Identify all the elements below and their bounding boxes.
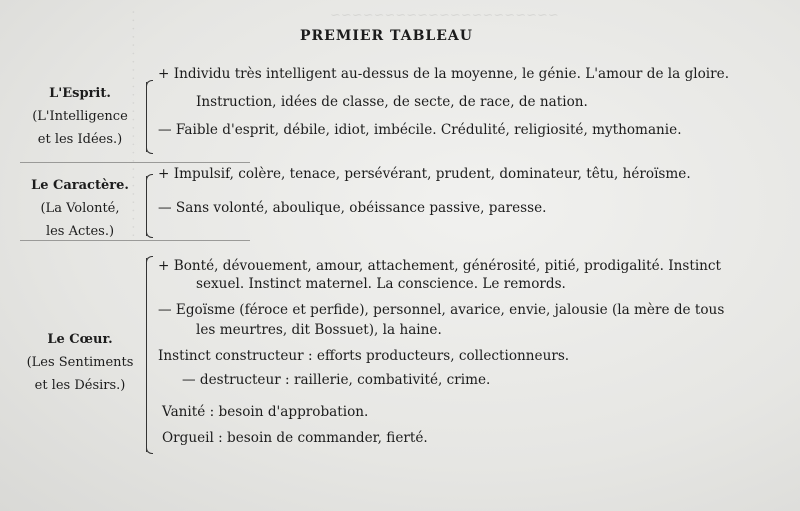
entry-line: Instruction, idées de classe, de secte, de race, de nation. bbox=[196, 94, 588, 110]
entry-line: — Egoïsme (féroce et perfide), personnel, avarice, envie, jalousie (la mère de tous bbox=[158, 302, 725, 318]
brace bbox=[146, 258, 157, 452]
page-title: PREMIER TABLEAU bbox=[300, 28, 473, 44]
section-name: Le Cœur. bbox=[47, 332, 113, 347]
section-name: L'Esprit. bbox=[49, 86, 111, 101]
section-subtitle: (L'Intelligence bbox=[32, 109, 128, 124]
section-subtitle: (La Volonté, bbox=[40, 201, 120, 216]
section-name: Le Caractère. bbox=[31, 178, 129, 193]
section-subtitle: (Les Sentiments bbox=[26, 355, 134, 370]
section-heading-coeur bbox=[0, 328, 160, 397]
entry-line: + Impulsif, colère, tenace, persévérant, prudent, dominateur, têtu, héroïsme. bbox=[158, 166, 691, 182]
entry-line: — destructeur : raillerie, combativité, crime. bbox=[182, 372, 491, 388]
entry-line: — Faible d'esprit, débile, idiot, imbécile. Crédulité, religiosité, mythomanie. bbox=[158, 122, 682, 138]
entry-line: + Individu très intelligent au-dessus de la moyenne, le génie. L'amour de la gloire. bbox=[158, 66, 730, 82]
section-subtitle: et les Idées.) bbox=[37, 132, 123, 147]
brace bbox=[146, 82, 157, 152]
entry-line: sexuel. Instinct maternel. La conscience. Le remords. bbox=[196, 276, 566, 292]
section-divider bbox=[20, 240, 250, 241]
entry-line: les meurtres, dit Bossuet), la haine. bbox=[196, 322, 442, 338]
entry-line: — Sans volonté, aboulique, obéissance passive, paresse. bbox=[158, 200, 547, 216]
bleed-through-text: · · · · · · · · · · · · · · · · · · · · · · · · · · · · bbox=[125, 10, 140, 238]
entry-line: Instinct constructeur : efforts producteurs, collectionneurs. bbox=[158, 348, 570, 364]
brace bbox=[146, 176, 157, 236]
entry-line: Orgueil : besoin de commander, fierté. bbox=[162, 430, 428, 446]
section-subtitle: les Actes.) bbox=[45, 224, 115, 239]
section-subtitle: et les Désirs.) bbox=[34, 378, 126, 393]
section-divider bbox=[20, 162, 250, 163]
section-heading-esprit bbox=[0, 82, 160, 151]
entry-line: + Bonté, dévouement, amour, attachement, générosité, pitié, prodigalité. Instinct bbox=[158, 258, 721, 274]
bleed-through-text: ~~~~~~~~~~~~~~~~~~~~~ bbox=[330, 8, 559, 23]
entry-line: Vanité : besoin d'approbation. bbox=[162, 404, 369, 420]
section-heading-caractere bbox=[0, 174, 160, 243]
